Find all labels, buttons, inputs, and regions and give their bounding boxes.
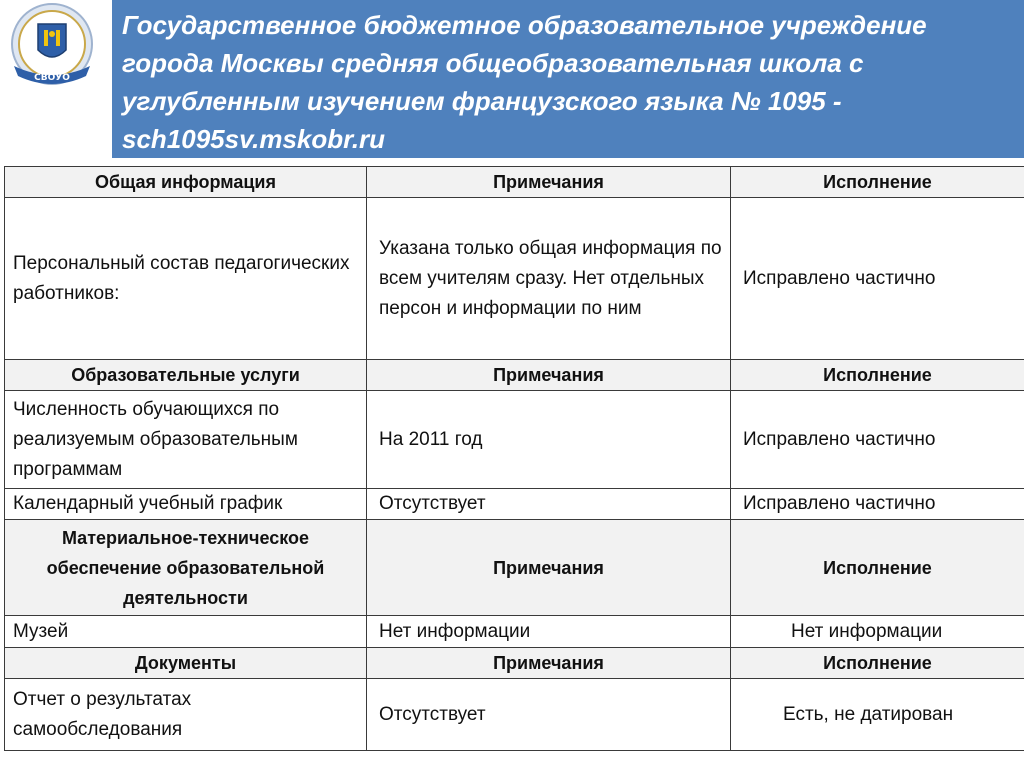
execution-cell: Исправлено частично [731, 391, 1024, 489]
notes-cell: Отсутствует [367, 489, 731, 520]
execution-cell: Исправлено частично [731, 198, 1024, 360]
school-emblem-icon [0, 0, 112, 92]
notes-cell: Отсутствует [367, 679, 731, 751]
execution-cell: Исправлено частично [731, 489, 1024, 520]
logo-caption: СВОУО [34, 73, 70, 83]
notes-header: Примечания [367, 648, 731, 679]
section-header-row [5, 648, 1024, 679]
execution-cell: Есть, не датирован [731, 679, 1024, 751]
notes-cell: Указана только общая информация по всем учителям сразу. Нет отдельных персон и информации по ним [367, 198, 731, 360]
execution-header: Исполнение [731, 360, 1024, 391]
notes-header: Примечания [367, 360, 731, 391]
execution-header: Исполнение [731, 520, 1024, 616]
section-header-row [5, 167, 1024, 198]
notes-header: Примечания [367, 520, 731, 616]
item-cell: Отчет о результатах самообследования [5, 679, 367, 751]
section-title: Общая информация [5, 167, 367, 198]
title-banner [112, 0, 1024, 158]
item-cell: Численность обучающихся по реализуемым образовательным программам [5, 391, 367, 489]
section-title: Материальное-техническое обеспечение образовательной деятельности [5, 520, 367, 616]
notes-header: Примечания [367, 167, 731, 198]
page-title: Государственное бюджетное образовательное учреждение города Москвы средняя общеобразовательная школа с углубленным изучением французского языка № 1095 - sch1095sv.mskobr.ru [122, 10, 927, 154]
section-title: Документы [5, 648, 367, 679]
item-cell: Персональный состав педагогических работников: [5, 198, 367, 360]
info-table [4, 166, 1024, 751]
section-header-row [5, 520, 1024, 616]
execution-cell: Нет информации [731, 616, 1024, 648]
item-cell: Календарный учебный график [5, 489, 367, 520]
table-row [5, 391, 1024, 489]
table-row [5, 198, 1024, 360]
execution-header: Исполнение [731, 167, 1024, 198]
notes-cell: Нет информации [367, 616, 731, 648]
execution-header: Исполнение [731, 648, 1024, 679]
table-row [5, 489, 1024, 520]
item-cell: Музей [5, 616, 367, 648]
section-header-row [5, 360, 1024, 391]
table-row [5, 679, 1024, 751]
notes-cell: На 2011 год [367, 391, 731, 489]
section-title: Образовательные услуги [5, 360, 367, 391]
table-row [5, 616, 1024, 648]
